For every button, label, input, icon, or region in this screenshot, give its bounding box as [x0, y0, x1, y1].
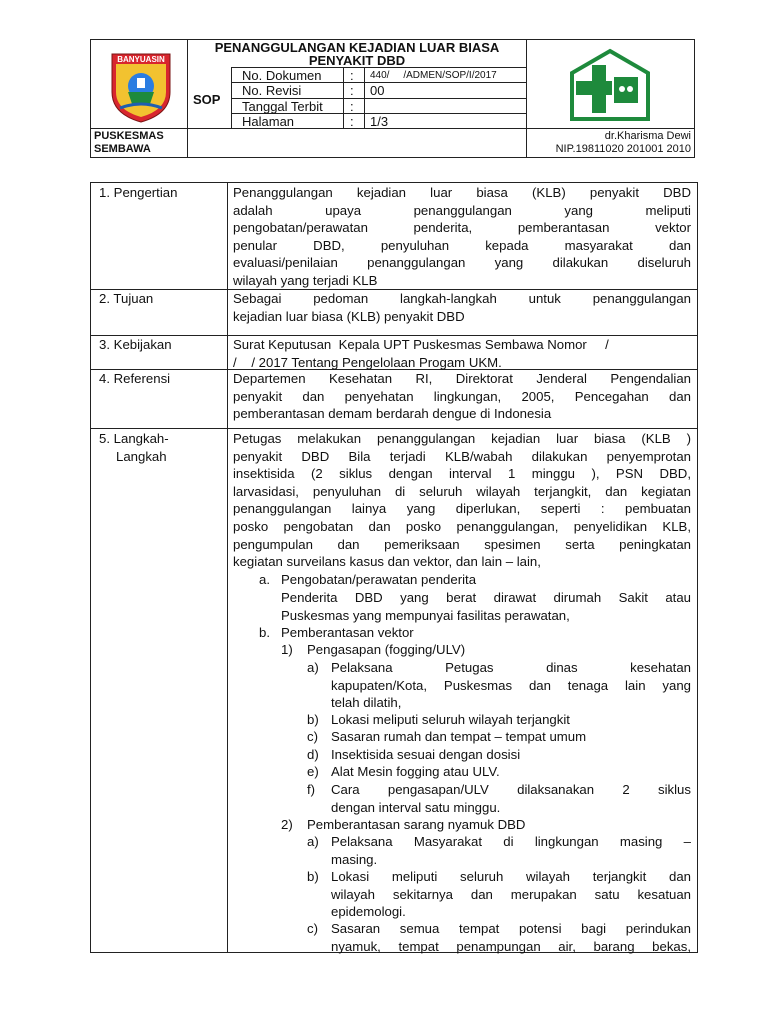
b2-item-line: Sasaran semua tempat potensi bagi perindukan [331, 921, 691, 936]
referensi-line: pemberantasan demam berdarah dengue di Indonesia [233, 406, 552, 422]
section-text-tujuan [233, 290, 691, 325]
b1-marker-c: c) [307, 729, 318, 744]
b2-marker-b: b) [307, 869, 319, 884]
b1-marker-e: e) [307, 764, 319, 779]
signer-name: dr.Kharisma Dewi [604, 130, 691, 142]
list-marker-a: a. [259, 572, 270, 587]
list-text-a [281, 589, 691, 624]
field-label-tanggal-terbit: Tanggal Terbit [242, 99, 323, 114]
field-sep-no-dokumen: : [350, 68, 354, 83]
section-text-kebijakan [233, 336, 691, 371]
b2-item-c [331, 920, 691, 955]
b2-item-line: Pelaksana Masyarakat di lingkungan masing – [331, 834, 691, 849]
signer-nip: NIP.19811020 201001 2010 [555, 143, 691, 155]
section-label-tujuan: 2. Tujuan [99, 291, 154, 306]
kebijakan-line: / / 2017 Tentang Pengelolaan Progam UKM. [233, 354, 502, 370]
pengertian-line: penular DBD, penyuluhan kepada masyarakat dan [233, 237, 691, 253]
list-marker-b1: 1) [281, 642, 293, 657]
list-marker-b: b. [259, 625, 270, 640]
b2-item-line: masing. [331, 851, 378, 867]
section-label-langkah-1: 5. Langkah- [99, 431, 169, 446]
pengertian-line: adalah upaya penanggulangan yang meliputi [233, 202, 691, 218]
list-a-line: Puskesmas yang mempunyai fasilitas perawatan, [281, 607, 570, 623]
referensi-line: Departemen Kesehatan RI, Direktorat Jenderal Pengendalian [233, 371, 691, 386]
kebijakan-line: Surat Keputusan Kepala UPT Puskesmas Sembawa Nomor / [233, 337, 609, 352]
b1-item-d: Insektisida sesuai dengan dosisi [331, 747, 521, 762]
list-title-b2: Pemberantasan sarang nyamuk DBD [307, 817, 526, 832]
b1-item-line: Pelaksana Petugas dinas kesehatan [331, 660, 691, 675]
b1-marker-a: a) [307, 660, 319, 675]
b1-item-c: Sasaran rumah dan tempat – tempat umum [331, 729, 587, 744]
field-value-halaman: 1/3 [370, 114, 389, 129]
b1-item-line: Cara pengasapan/ULV dilaksanakan 2 siklus [331, 782, 691, 797]
b1-item-line: dengan interval satu minggu. [331, 799, 501, 815]
b2-marker-c: c) [307, 921, 318, 936]
langkah-intro-line: posko pengobatan dan posko penanggulangan, penyelidikan KLB, [233, 518, 691, 534]
b1-marker-f: f) [307, 782, 316, 797]
tujuan-line: kejadian luar biasa (KLB) penyakit DBD [233, 308, 465, 324]
field-label-halaman: Halaman [242, 114, 295, 129]
field-label-no-dokumen: No. Dokumen [242, 68, 322, 83]
b1-item-line: kapupaten/Kota, Puskesmas dan tenaga lain yang [331, 677, 691, 693]
org-name-line1: PUSKESMAS [94, 130, 164, 142]
field-value-no-dokumen: 440/ /ADMEN/SOP/I/2017 [370, 70, 497, 81]
section-label-referensi: 4. Referensi [99, 371, 171, 386]
section-label-pengertian: 1. Pengertian [99, 185, 178, 200]
b2-marker-a: a) [307, 834, 319, 849]
b1-item-f [331, 781, 691, 816]
b2-item-line: nyamuk, tempat penampungan air, barang bekas, [331, 938, 691, 954]
field-sep-halaman: : [350, 114, 354, 129]
list-title-b1: Pengasapan (fogging/ULV) [307, 642, 466, 657]
b2-item-line: wilayah sekitarnya dan merupakan satu kesatuan [331, 886, 691, 902]
b1-item-b: Lokasi meliputi seluruh wilayah terjangkit [331, 712, 570, 727]
b2-item-line: Lokasi meliputi seluruh wilayah terjangkit dan [331, 869, 691, 884]
tujuan-line: Sebagai pedoman langkah-langkah untuk penanggulangan [233, 291, 691, 306]
pengertian-line: wilayah yang terjadi KLB [233, 272, 378, 288]
logo-left-text: BANYUASIN [117, 55, 165, 64]
field-value-no-revisi: 00 [370, 83, 385, 98]
pengertian-line: pengobatan/perawatan penderita, pemberantasan vektor [233, 220, 691, 236]
b2-item-a [331, 833, 691, 868]
section-label-kebijakan: 3. Kebijakan [99, 337, 172, 352]
sop-label: SOP [193, 92, 221, 107]
b2-item-b [331, 868, 691, 921]
langkah-intro-line: kegiatan surveilans kasus dan vektor, dan lain – lain, [233, 554, 541, 570]
section-text-pengertian [233, 184, 691, 290]
b2-item-line: epidemologi. [331, 904, 406, 920]
b1-item-e: Alat Mesin fogging atau ULV. [331, 764, 500, 779]
list-title-a: Pengobatan/perawatan penderita [281, 572, 477, 587]
section-label-langkah-2: Langkah [116, 449, 167, 464]
langkah-intro-line: insektisida (2 siklus dengan interval 1 minggu ), PSN DBD, [233, 466, 691, 482]
section-text-langkah-intro [233, 430, 691, 571]
list-marker-b2: 2) [281, 817, 293, 832]
b1-item-line: telah dilatih, [331, 695, 402, 711]
referensi-line: penyakit dan penyehatan lingkungan, 2005, Pencegahan dan [233, 388, 691, 404]
langkah-intro-line: larvasidasi, penyuluhan di seluruh wilayah terjangkit, dan kegiatan [233, 483, 691, 499]
document-title-line2: PENYAKIT DBD [308, 53, 406, 68]
langkah-intro-line: pengumpulan dan pemeriksaan spesimen serta peningkatan [233, 536, 691, 552]
field-sep-tanggal-terbit: : [350, 99, 354, 114]
section-text-referensi [233, 370, 691, 423]
b1-item-a [331, 659, 691, 712]
field-label-no-revisi: No. Revisi [242, 83, 302, 98]
document-title-line1: PENANGGULANGAN KEJADIAN LUAR BIASA [214, 40, 500, 55]
org-name-line2: SEMBAWA [94, 143, 151, 155]
langkah-intro-line: penanggulangan lainya yang diperlukan, seperti : pembuatan [233, 501, 691, 517]
pengertian-line: Penanggulangan kejadian luar biasa (KLB) penyakit DBD [233, 185, 691, 200]
langkah-intro-line: Petugas melakukan penanggulangan kejadian luar biasa (KLB ) [233, 431, 691, 446]
pengertian-line: evaluasi/penilaian penanggulangan yang dilakukan diseluruh [233, 255, 691, 271]
list-a-line: Penderita DBD yang berat dirawat dirumah Sakit atau [281, 590, 691, 605]
field-sep-no-revisi: : [350, 83, 354, 98]
list-title-b: Pemberantasan vektor [281, 625, 414, 640]
b1-marker-b: b) [307, 712, 319, 727]
langkah-intro-line: penyakit DBD Bila terjadi KLB/wabah dilakukan penyemprotan [233, 448, 691, 464]
health-cross-logo [568, 47, 652, 123]
b1-marker-d: d) [307, 747, 319, 762]
